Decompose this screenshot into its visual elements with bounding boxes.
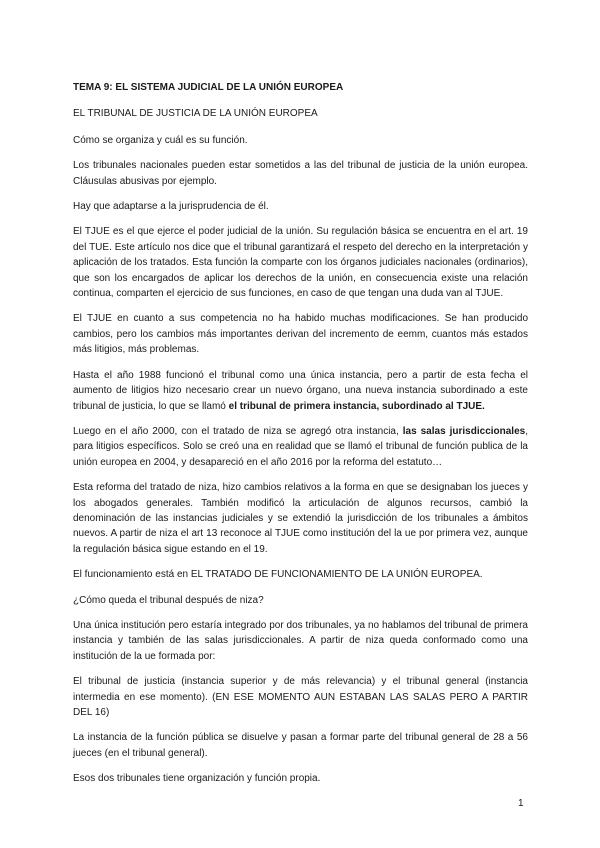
paragraph-5: El TJUE en cuanto a sus competencia no ha habido muchas modificaciones. Se han producido cambios, pero los cambios más importantes derivan del incremento de eemm, cuantos más estados más litigios, más problemas.: [73, 313, 528, 356]
document-body: [73, 80, 528, 797]
paragraph-6-text: Hasta el año 1988 funcionó el tribunal como una única instancia, pero a partir de esta fecha el aumento de litigios hizo necesario crear un nuevo órgano, una nueva instancia subordinado a este tribunal de justicia, lo que se llamó: [73, 369, 528, 412]
section-heading: EL TRIBUNAL DE JUSTICIA DE LA UNIÓN EUROPEA: [73, 108, 318, 120]
paragraph-11: Una única institución pero estaría integrado por dos tribunales, ya no hablamos del tribunal de primera instancia y también de las salas jurisdiccionales. A partir de niza queda conformado como una institución de la ue formada por:: [73, 619, 528, 662]
paragraph-6: [73, 368, 528, 414]
paragraph-7-bold: las salas jurisdiccionales: [402, 425, 526, 437]
paragraph-6-bold: el tribunal de primera instancia, subordinado al TJUE.: [228, 400, 485, 412]
paragraph-2: Los tribunales nacionales pueden estar sometidos a las del tribunal de justicia de la unión europea. Cláusulas abusivas por ejemplo.: [73, 160, 528, 187]
page-number: 1: [518, 798, 524, 809]
paragraph-1: Cómo se organiza y cuál es su función.: [73, 134, 248, 146]
document-title: TEMA 9: EL SISTEMA JUDICIAL DE LA UNIÓN EUROPEA: [73, 82, 344, 93]
paragraph-4: El TJUE es el que ejerce el poder judicial de la unión. Su regulación básica se encuentra en el art. 19 del TUE. Este artículo nos dice que el tribunal garantizará el respeto del derecho en la interpretación y aplicación de los tratados. Esta función la comparte con los órganos judiciales nacionales (ordinarios), que son los encargados de aplicar los derechos de la unión, en consecuencia existe una relación continua, comparten el ejercicio de sus funciones, en caso de que tengan una duda van al TJUE.: [73, 226, 528, 300]
paragraph-9: El funcionamiento está en EL TRATADO DE FUNCIONAMIENTO DE LA UNIÓN EUROPEA.: [73, 569, 483, 581]
paragraph-10: ¿Cómo queda el tribunal después de niza?: [73, 594, 264, 606]
paragraph-7-text-end: , para litigios específicos. Solo se creó una en realidad que se llamó el tribunal de función publica de la unión europea en 2004, y desapareció en el año 2016 por la reforma del estatuto…: [73, 425, 528, 468]
paragraph-12: El tribunal de justicia (instancia superior y de más relevancia) y el tribunal general (instancia intermedia en ese momento). (EN ESE MOMENTO AUN ESTABAN LAS SALAS PERO A PARTIR DEL 16): [73, 676, 528, 718]
paragraph-7: [73, 424, 528, 470]
paragraph-3: Hay que adaptarse a la jurisprudencia de él.: [73, 201, 269, 213]
paragraph-8: Esta reforma del tratado de niza, hizo cambios relativos a la forma en que se designaban los jueces y los abogados generales. También modificó la articulación de algunos recursos, cambió la denominación de las instancias judiciales y se extendió la jurisdicción de los tribunales a ámbitos nuevos. A partir de niza el art 13 reconoce al TJUE como institución del la ue por primera vez, aunque la regulación básica sigue estando en el 19.: [73, 482, 528, 555]
paragraph-13: La instancia de la función pública se disuelve y pasan a formar parte del tribunal general de 28 a 56 jueces (en el tribunal general).: [73, 732, 528, 759]
paragraph-7-text-start: Luego en el año 2000, con el tratado de niza se agregó otra instancia,: [73, 425, 403, 437]
paragraph-14: Esos dos tribunales tiene organización y función propia.: [73, 773, 321, 785]
